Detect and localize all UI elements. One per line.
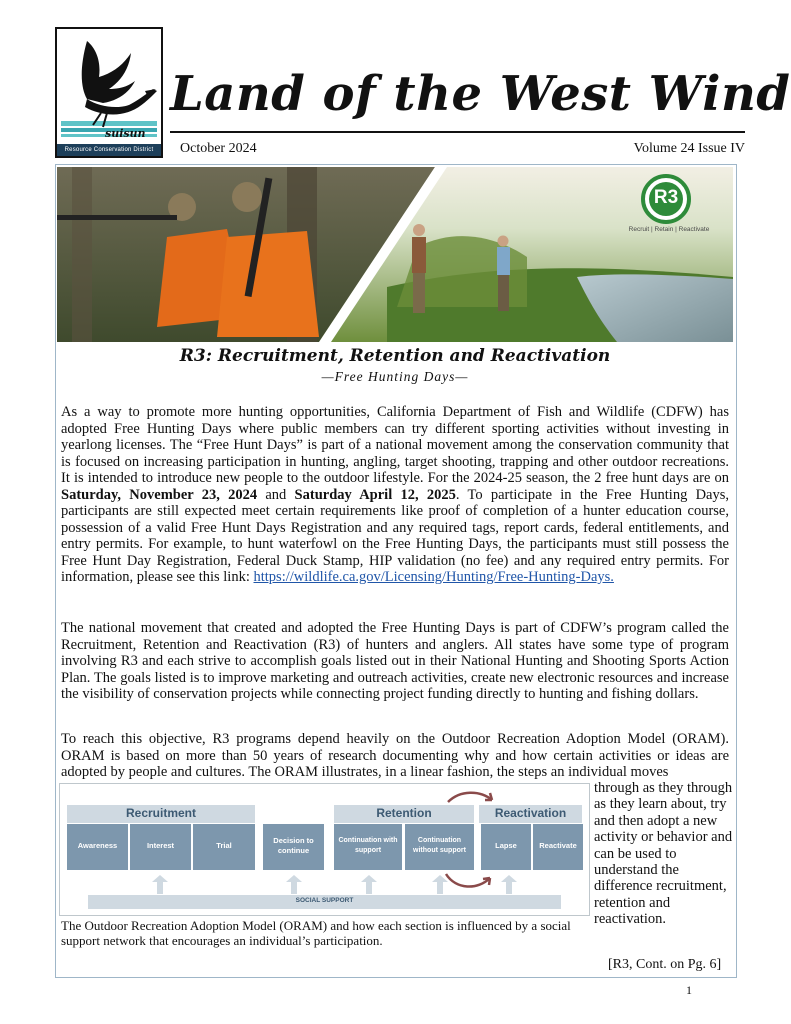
oram-group-reactivation: Reactivation — [494, 806, 567, 820]
oram-group-retention: Retention — [376, 806, 432, 820]
oram-step-awareness: Awareness — [77, 841, 118, 850]
masthead-logo — [55, 27, 163, 158]
date-second-hunt-day: Saturday April 12, 2025 — [294, 486, 456, 503]
oram-step-trial: Trial — [216, 841, 232, 850]
article-title: R3: Recruitment, Retention and Reactivation — [179, 346, 611, 366]
issue-volume: Volume 24 Issue IV — [633, 141, 745, 156]
cdfw-link[interactable]: https://wildlife.ca.gov/Licensing/Hunting/Free-Hunting-Days. — [253, 569, 614, 585]
oram-step-continuation-without-support: Continuation without support — [413, 837, 466, 854]
page-number: 1 — [686, 983, 692, 997]
oram-step-reactivate: Reactivate — [539, 841, 577, 850]
oram-step-continuation-with-support: Continuation with support — [338, 837, 398, 854]
oram-diagram — [59, 783, 590, 916]
hero-image — [57, 167, 733, 342]
paragraph-free-hunting-days: As a way to promote more hunting opportunities, California Department of Fish and Wildlife (CDFW) has adopted Free Hunting Days where public members can try different sporting activities without investing in yearlong licenses. The “Free Hunt Days” is part of a national movement among the conservation community that is focused on increasing participation in hunting, angling, target shooting, trapping and other outdoor recreations. It is intended to introduce new people to the outdoor lifestyle. For the 2024-25 season, the 2 free hunt days are on Saturday, November 23, 2024 and Saturday April 12, 2025. To participate in the Free Hunting Days, participants are still expected meet certain requirements like proof of completion of a hunter education course, possession of a valid Free Hunt Days Registration and any required tags, report cards, federal entitlements, and entry permits. For example, to hunt waterfowl on the Free Hunting Days, the participants must still possess the Free Hunt Day Registration, Federal Duck Stamp, HIP validation (no fee) and any required entry permits. For information, please see this link: https://wildlife.ca.gov/Licensing/Hunting/Free-Hunting-Days. — [61, 404, 730, 585]
oram-step-decision: Decision to continue — [273, 836, 314, 855]
r3-tagline: Recruit | Retain | Reactivate — [628, 226, 710, 233]
date-first-hunt-day: Saturday, November 23, 2024 — [61, 486, 258, 503]
hero-photo — [57, 167, 733, 342]
masthead-rule — [170, 131, 745, 133]
oram-social-support: SOCIAL SUPPORT — [295, 897, 354, 904]
oram-group-recruitment: Recruitment — [125, 806, 196, 820]
r3-logo-text: R3 — [653, 187, 679, 208]
oram-step-lapse: Lapse — [495, 841, 517, 850]
oram-caption: The Outdoor Recreation Adoption Model (ORAM) and how each section is influenced by a social support network that encourages an individual’s participation. — [61, 918, 571, 948]
paragraph-oram: To reach this objective, R3 programs depend heavily on the Outdoor Recreation Adoption Model (ORAM). ORAM is based on more than 50 years of research documenting why and how certain activities or ideas are adopted by people and cultures. The ORAM illustrates, in a linear fashion, the steps an individual moves — [61, 731, 729, 780]
continued-note: [R3, Cont. on Pg. 6] — [608, 957, 722, 972]
oram-step-interest: Interest — [146, 841, 175, 850]
logo-wordmark: suisun — [105, 127, 146, 140]
issue-date: October 2024 — [180, 141, 257, 156]
paragraph-oram-continued: through as they through as they learn about, try and then adopt a new activity or behavior and can be used to understand the difference recruitment, retention and reactivation. — [594, 780, 733, 928]
logo-subtitle: Resource Conservation District — [57, 144, 161, 156]
paragraph-r3-program: The national movement that created and adopted the Free Hunting Days is part of CDFW’s program called the Recruitment, Retention and Reactivation (R3) of hunters and anglers. All states have some type of program involving R3 and each strive to accomplish goals listed out in their National Hunting and Shooting Sports Action Plan. The goals listed is to improve marketing and outreach activities, create new electronic resources and increase the visibility of conservation projects while connecting project funding directly to hunting and fishing dollars. — [61, 620, 729, 702]
masthead-title: Land of the West Wind — [170, 66, 791, 122]
article-subtitle: —Free Hunting Days— — [321, 369, 469, 384]
r3-logo — [640, 173, 692, 225]
